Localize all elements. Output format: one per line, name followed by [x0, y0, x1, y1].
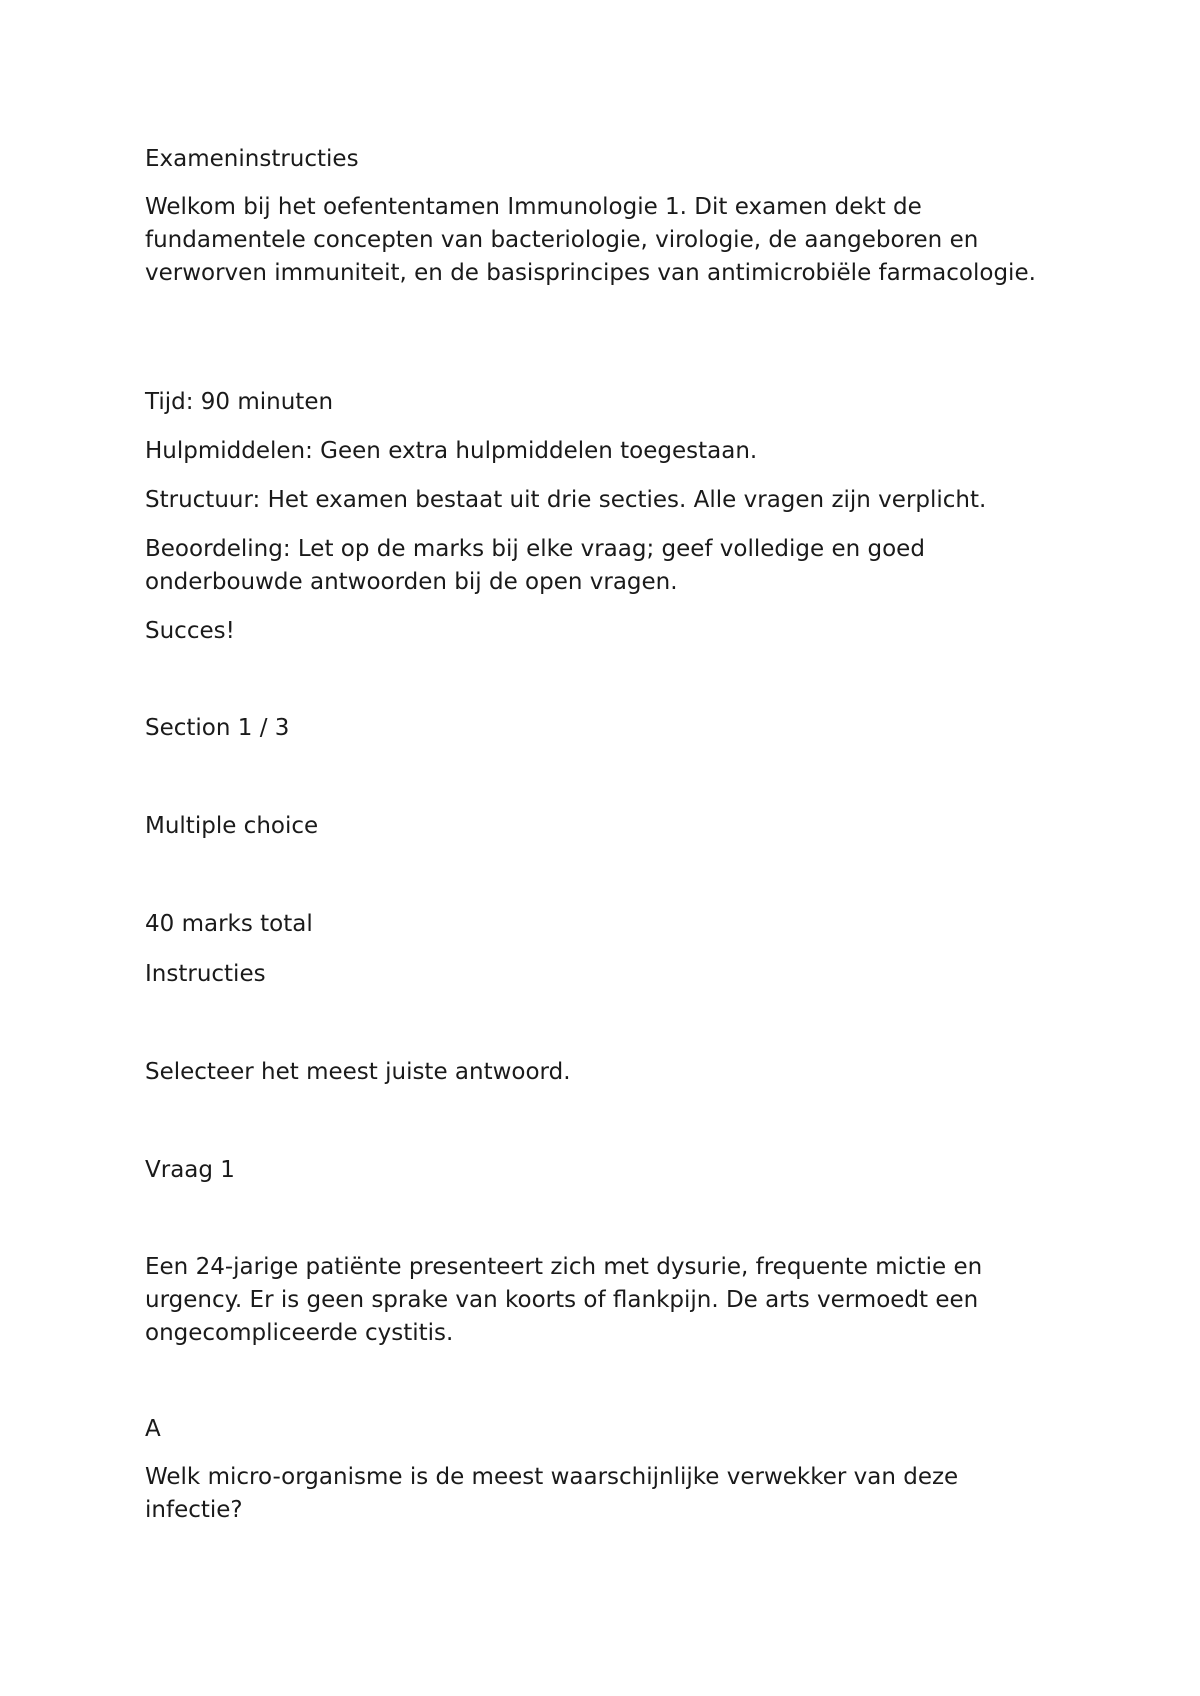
aids-info: Hulpmiddelen: Geen extra hulpmiddelen toegestaan.	[145, 438, 758, 464]
instructions-text: Selecteer het meest juiste antwoord.	[145, 1059, 571, 1085]
section-label: Section 1 / 3	[145, 715, 290, 741]
question-label: Vraag 1	[145, 1157, 235, 1183]
subquestion-label: A	[145, 1416, 161, 1442]
time-info: Tijd: 90 minuten	[145, 389, 334, 415]
grading-info: Beoordeling: Let op de marks bij elke vraag; geef volledige en goed onderbouwde antwoorden bij de open vragen.	[145, 536, 925, 595]
section-type: Multiple choice	[145, 813, 319, 839]
document-title: Exameninstructies	[145, 146, 359, 172]
good-luck-text: Succes!	[145, 618, 235, 644]
section-marks: 40 marks total	[145, 911, 313, 937]
intro-paragraph: Welkom bij het oefententamen Immunologie 1. Dit examen dekt de fundamentele concepten van bacteriologie, virologie, de aangeboren en verworven immuniteit, en de basisprincipes van antimicrobiële farmacologie.	[145, 194, 1036, 286]
question-case: Een 24-jarige patiënte presenteert zich met dysurie, frequente mictie en urgency. Er is geen sprake van koorts of flankpijn. De arts vermoedt een ongecompliceerde cystitis.	[145, 1254, 983, 1346]
structure-info: Structuur: Het examen bestaat uit drie secties. Alle vragen zijn verplicht.	[145, 487, 987, 513]
subquestion-text: Welk micro-organisme is de meest waarschijnlijke verwekker van deze infectie?	[145, 1464, 959, 1523]
instructions-heading: Instructies	[145, 961, 266, 987]
